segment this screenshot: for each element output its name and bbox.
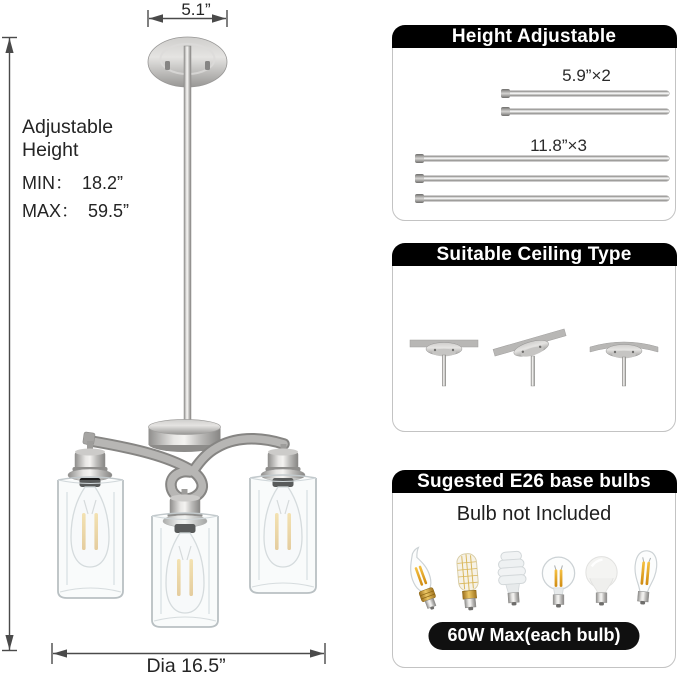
left-light [58,449,123,599]
diameter-label: Dia 16.5” [146,655,226,677]
glass-shade [58,477,123,598]
canopy-screw [165,61,170,70]
min-value: 18.2” [82,173,124,193]
wattage-badge: 60W Max(each bulb) [428,622,639,650]
canopy-screw [205,61,210,70]
corn-bulb-icon [447,549,490,617]
bulb-row [402,543,666,617]
canopy-width-label: 5.1” [181,0,211,19]
middle-light [152,495,218,628]
panel-ceiling-type [392,243,676,432]
panel-ceiling-type-title: Suitable Ceiling Type [392,243,677,266]
panel-suggested-bulbs [392,470,676,668]
max-value: 59.5” [88,201,130,221]
glass-shade [250,475,316,593]
glass-shade [152,513,218,627]
long-rod [418,176,669,181]
sloped-ceiling-icon [490,320,570,392]
right-light [250,449,316,594]
curved-ceiling-icon [584,320,664,392]
long-rod [418,196,669,201]
height-dimension-line [2,38,17,651]
candelabra-flame-bulb-icon [402,545,447,617]
short-rod-label: 5.9”×2 [562,66,611,85]
panel-height-adjustable [392,25,676,221]
panel-suggested-bulbs-title: Sugested E26 base bulbs [392,470,677,493]
bulb-not-included-note: Bulb not Included [456,503,612,525]
max-label: MAX： [22,201,80,221]
min-height-row [22,169,123,195]
cfl-spiral-bulb-icon [490,547,537,617]
panel-height-adjustable-title: Height Adjustable [392,25,677,48]
long-rod-label: 11.8”×3 [530,136,587,155]
short-rod [504,91,669,96]
down-rod [184,46,191,426]
flat-ceiling-icon [404,320,484,392]
globe-filament-bulb-icon [537,551,580,617]
short-rod [504,109,669,114]
min-label: MIN： [22,173,73,193]
long-rod [418,156,669,161]
edison-st64-bulb-icon [623,547,666,617]
adjustable-height-label-line1: Adjustable [22,116,114,138]
max-height-row [22,197,129,223]
adjustable-height-label-line2: Height [22,139,79,161]
led-a19-bulb-icon [580,551,623,617]
